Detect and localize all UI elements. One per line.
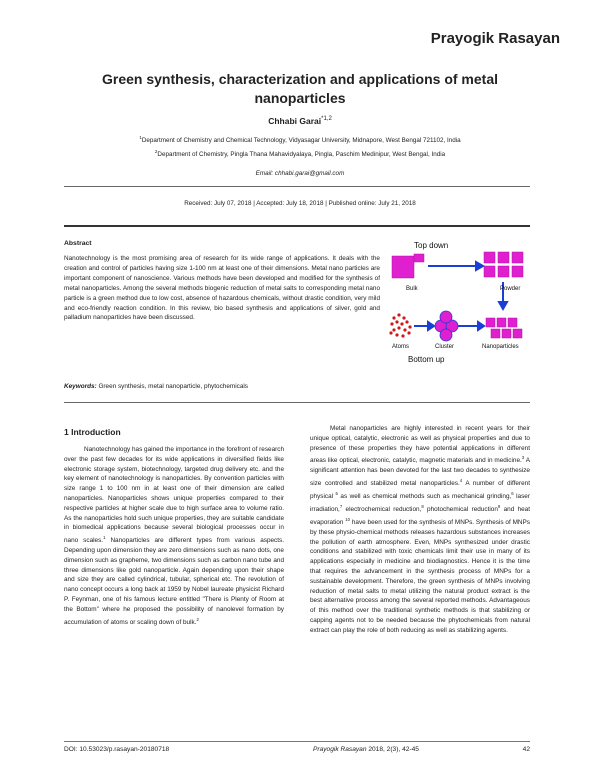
citation-ref: 5 [335, 491, 338, 497]
paragraph-text: Nanoparticles are different types from various aspects. Depending upon dimension they are zero dimensions such as nano dots, one dimension such as grapheme, two dimensions such as carbon nano tube and three dimensions like gold nanoparticle. Again depending upon their shape and size they are called cylindrical, tubular, spherical etc. The revolution of nano concept occurs a long back at 1959 by Nobel laureate physicist Richard P. Feynman, one of his famous lecture entitled "There is Plenty of Room at the Bottom" where he proposed the possibility of nanolevel formation by accumulation of atoms or scaling down of bulk. [64, 537, 284, 626]
abstract-text: Nanotechnology is the most promising area of research for its wide range of applications. It deals with the creation and control of particles having size 1-100 nm at least one of their dimensions. Metal nano particles are important component of nanoscience. Various methods have been developed and modified for the synthesis of metal nanoparticles. Among the several methods biogenic reduction of metal salts to corresponding metal nano particle is a green method due to low cost, absence of hazardous chemicals, without drastic condition, very mild and eco-friendly reaction condition. In this review, bio based synthesis and applications of silver, gold and palladium nanoparticles have been discussed. [64, 255, 380, 322]
paragraph-text: A significant attention has been devoted for the last two decades to synthesize size controlled and stabilized metal nanoparticles. [310, 457, 531, 488]
author-email[interactable]: Email: chhabi.garai@gmail.com [255, 170, 345, 177]
abstract-heading: Abstract [64, 240, 92, 247]
citation-ref: 3 [521, 455, 525, 461]
paragraph-text: Metal nanoparticles are highly interested in recent years for their unique optical, catalytic, electronic as well as physical properties and due to presence of these properties they have potential applications in different areas like optical, electronic, catalytic, magnetic materials and in medicine. [310, 425, 530, 465]
bulk-label: Bulk [406, 286, 418, 292]
bulk-block [392, 254, 424, 278]
journal-name: Prayogik Rasayan [430, 30, 560, 47]
citation-ref: 6 [511, 491, 514, 497]
divider [64, 402, 530, 403]
citation-ref: 2 [196, 616, 199, 622]
divider [64, 186, 530, 187]
paragraph-text: A number of different physical [310, 480, 530, 501]
author-sup: *1,2 [321, 116, 332, 123]
intro-column-1 [64, 445, 284, 628]
keywords [64, 383, 248, 390]
paragraph-text: laser irradiation, [310, 493, 530, 514]
citation-ref: 10 [345, 516, 351, 522]
paragraph-text: electrochemical reduction, [342, 506, 422, 514]
paragraph-text: photochemical reduction [423, 506, 498, 514]
atoms-label: Atoms [392, 344, 410, 350]
powder-label: Powder [500, 286, 521, 292]
citation-ref: 4 [459, 478, 463, 484]
citation-ref: 9 [497, 503, 501, 509]
footer-rule [64, 741, 530, 742]
author-name: Chhabi Garai [268, 116, 322, 126]
citation-ref: 8 [421, 503, 424, 509]
author-line [0, 116, 600, 126]
affiliation-1: $^1$Department of Chemistry and Chemical Technology, Vidyasagar University, Midnapore, West Bengal 721102, India [139, 135, 461, 145]
divider-thick [64, 225, 530, 227]
atoms-dots [389, 313, 411, 337]
citation-ref: 7 [339, 503, 343, 509]
top-down-label: Top down [414, 241, 449, 250]
cluster-label: Cluster [435, 344, 455, 350]
article-title: Green synthesis, characterization and applications of metal nanoparticles [101, 71, 498, 106]
paragraph-text: and heat evaporation [310, 506, 531, 526]
bottom-up-label: Bottom up [408, 355, 445, 364]
publication-dates: Received: July 07, 2018 | Accepted: July 18, 2018 | Published online: July 21, 2018 [184, 200, 416, 207]
section-heading: 1 Introduction [64, 427, 121, 437]
keywords-label: Keywords: [64, 383, 97, 390]
page-number: 42 [522, 746, 530, 753]
paragraph-text: have been used for the synthesis of MNPs. Synthesis of MNPs by these physio-chemical methods releases hazardous substances increases the pollution of earth atmosphere. Even, MNPs synthesized under drastic conditions and stabilized with toxic chemicals limit their use in many of its applications especially in medicine and biodiagnostics. Hence it is the time that requires the advancement in the synthesis process of MNPs for a sustainable development. Therefore, the green synthesis of MNPs involving reduction of metal salts to metal utilizing the natural product extract is the best alternative process among the several reported methods. Advantageous of this method over the traditional synthetic methods is that stabilizing or capping agents not to be needed because the phytochemicals from natural extract can play the role of both reducing as well as stabilizing agents. [310, 519, 530, 634]
keywords-text: Green synthesis, metal nanoparticle, phytochemicals [98, 383, 248, 390]
intro-column-2 [310, 424, 530, 636]
nanoparticles-label: Nanoparticles [482, 344, 519, 350]
powder-blocks [484, 252, 523, 277]
citation: Prayogik Rasayan 2018, 2(3), 42-45 [313, 746, 419, 753]
affiliation-2: $^2$Department of Chemistry, Pingla Thana Mahavidyalaya, Pingla, Paschim Medinipur, West Bengal, India [154, 149, 446, 159]
graphical-abstract [386, 238, 536, 366]
citation-ref: 1 [103, 535, 106, 541]
cluster-circles [435, 311, 458, 341]
doi-link[interactable]: DOI: 10.53023/p.rasayan-20180718 [64, 746, 170, 753]
paragraph-text: Nanotechnology has gained the importance in the forefront of research over the past few decades for its wide applications in diversified fields like electronic storage system, biotechnology, targeted drug delivery etc. and the key element of nanotechnology is nanoparticles. By convention particles with size range 1 to 100 nm in at least one of their dimension are called nanoparticles. Nanoparticles shows unique properties compared to their respective particles at higher scale due to high surface area to volume ratio. As the nanoparticles hold such unique properties, they are suitable candidate in biomedical applications because several biological processes occur in nano scales. [64, 446, 285, 545]
paragraph-text: as well as chemical methods such as mechanical grinding, [337, 493, 512, 501]
nanoparticle-blocks [486, 318, 522, 338]
